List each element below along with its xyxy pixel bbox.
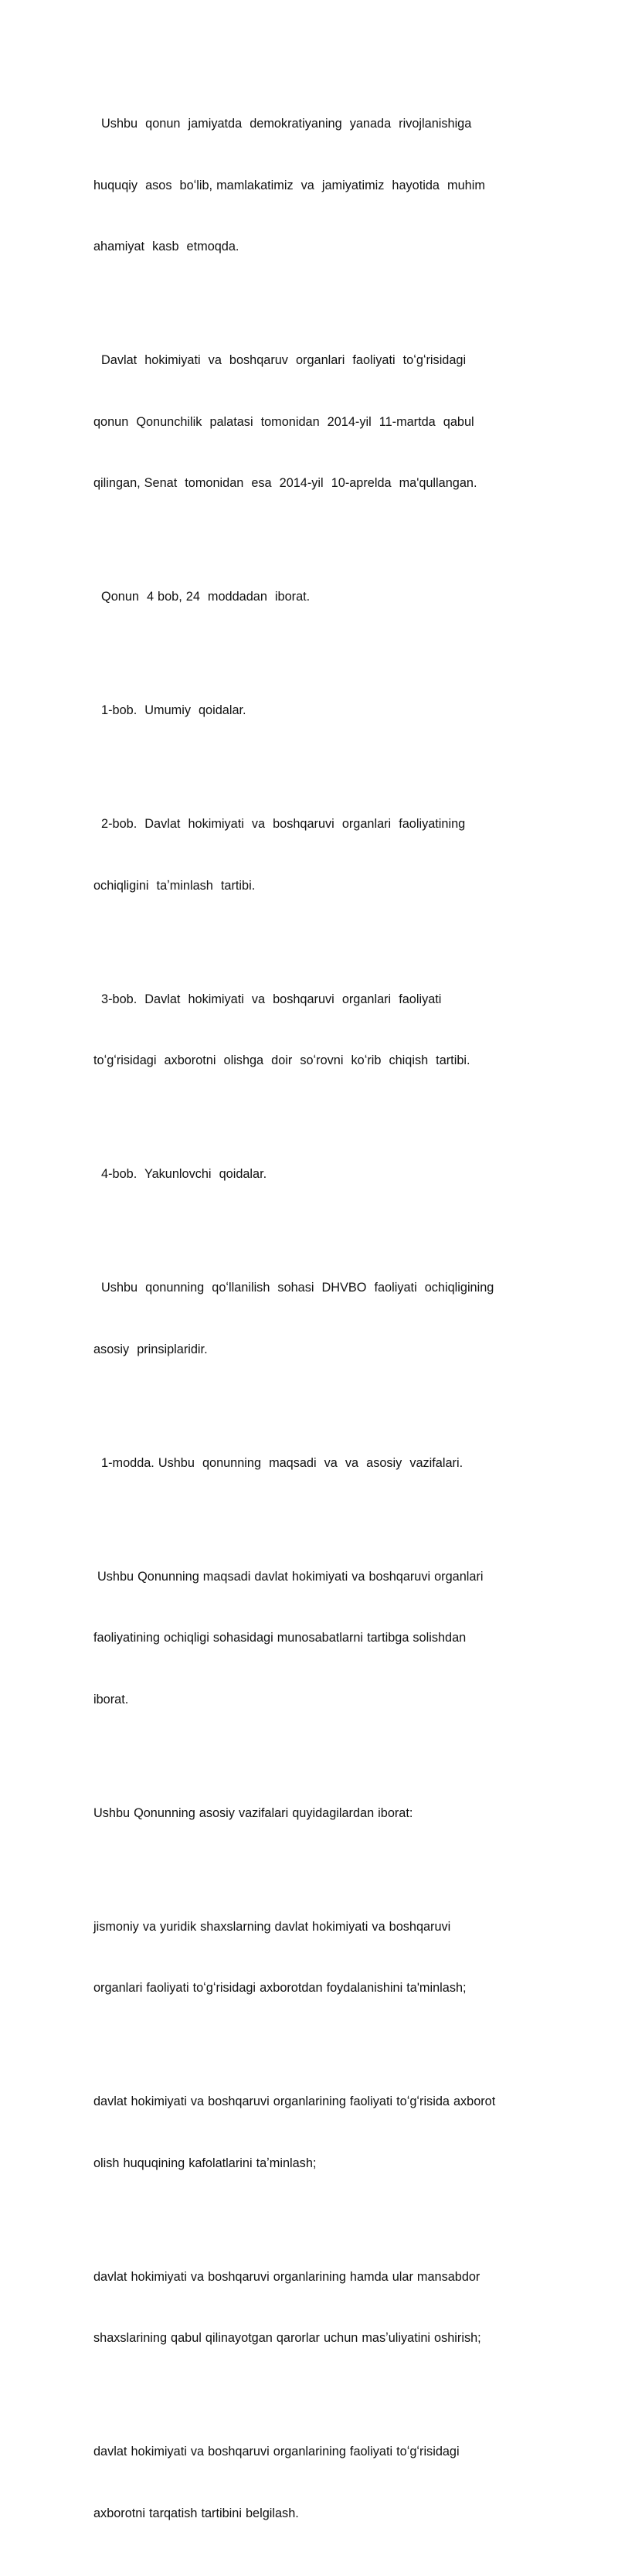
text-line: 3-bob. Davlat hokimiyati va boshqaruvi organlari faoliyati (93, 992, 442, 1006)
document-body (93, 73, 534, 2576)
text-line: axborotni tarqatish tartibini belgilash. (93, 2506, 299, 2520)
text-line: ochiqligini taʼminlash tartibi. (93, 878, 256, 893)
text-line: toʻgʻrisidagi axborotni olishga doir soʻrovni koʻrib chiqish tartibi. (93, 1053, 470, 1067)
paragraph-adoption (93, 309, 534, 535)
text-line: shaxslarining qabul qilinayotgan qarorlar uchun masʼuliyatini oshirish; (93, 2331, 481, 2345)
text-line: Ushbu qonunning qoʻllanilish sohasi DHVBO faoliyati ochiqligining (93, 1281, 494, 1295)
text-line: davlat hokimiyati va boshqaruvi organlarining faoliyati toʻgʻrisida axborot (93, 2094, 496, 2108)
paragraph-chapter-1 (93, 659, 534, 762)
paragraph-chapter-4 (93, 1123, 534, 1226)
text-line: Ushbu qonun jamiyatda demokratiyaning yanada rivojlanishiga (93, 117, 472, 131)
text-line: qilingan, Senat tomonidan esa 2014-yil 10-aprelda ma'qullangan. (93, 476, 477, 490)
text-line: qonun Qonunchilik palatasi tomonidan 2014-yil 11-martda qabul (93, 414, 474, 429)
text-line: 4-bob. Yakunlovchi qoidalar. (93, 1167, 267, 1181)
paragraph-task-4 (93, 2401, 534, 2564)
text-line: organlari faoliyati toʻgʻrisidagi axborotdan foydalanishini ta'minlash; (93, 1981, 467, 1995)
paragraph-task-2 (93, 2050, 534, 2214)
paragraph-chapter-2 (93, 773, 534, 937)
text-line: 2-bob. Davlat hokimiyati va boshqaruvi organlari faoliyatining (93, 817, 466, 831)
paragraph-task-1 (93, 1876, 534, 2040)
text-line: faoliyatining ochiqligi sohasidagi munosabatlarni tartibga solishdan (93, 1631, 467, 1645)
paragraph-tasks-heading (93, 1762, 534, 1865)
text-line: Ushbu Qonunning maqsadi davlat hokimiyati va boshqaruvi organlari (93, 1569, 484, 1584)
paragraph-task-3 (93, 2226, 534, 2390)
paragraph-scope (93, 1237, 534, 1400)
text-line: 1-modda. Ushbu qonunning maqsadi va va asosiy vazifalari. (93, 1455, 464, 1470)
paragraph-chapter-3 (93, 948, 534, 1112)
paragraph-intro (93, 73, 534, 298)
text-line: Davlat hokimiyati va boshqaruv organlari faoliyati toʻgʻrisidagi (93, 353, 467, 367)
text-line: olish huquqining kafolatlarini taʼminlash; (93, 2156, 317, 2170)
text-line: 1-bob. Umumiy qoidalar. (93, 703, 246, 717)
text-line: asosiy prinsiplaridir. (93, 1342, 208, 1356)
text-line: davlat hokimiyati va boshqaruvi organlarining hamda ular mansabdor (93, 2269, 480, 2284)
text-line: iborat. (93, 1692, 129, 1707)
text-line: ahamiyat kasb etmoqda. (93, 240, 239, 254)
paragraph-article-1 (93, 1412, 534, 1515)
text-line: davlat hokimiyati va boshqaruvi organlarining faoliyati toʻgʻrisidagi (93, 2445, 460, 2459)
paragraph-purpose (93, 1526, 534, 1751)
paragraph-structure (93, 546, 534, 648)
text-line: jismoniy va yuridik shaxslarning davlat hokimiyati va boshqaruvi (93, 1919, 451, 1934)
text-line: Ushbu Qonunning asosiy vazifalari quyidagilardan iborat: (93, 1805, 413, 1820)
text-line: Qonun 4 bob, 24 moddadan iborat. (93, 590, 311, 604)
text-line: huquqiy asos boʻlib, mamlakatimiz va jamiyatimiz hayotida muhim (93, 178, 485, 192)
